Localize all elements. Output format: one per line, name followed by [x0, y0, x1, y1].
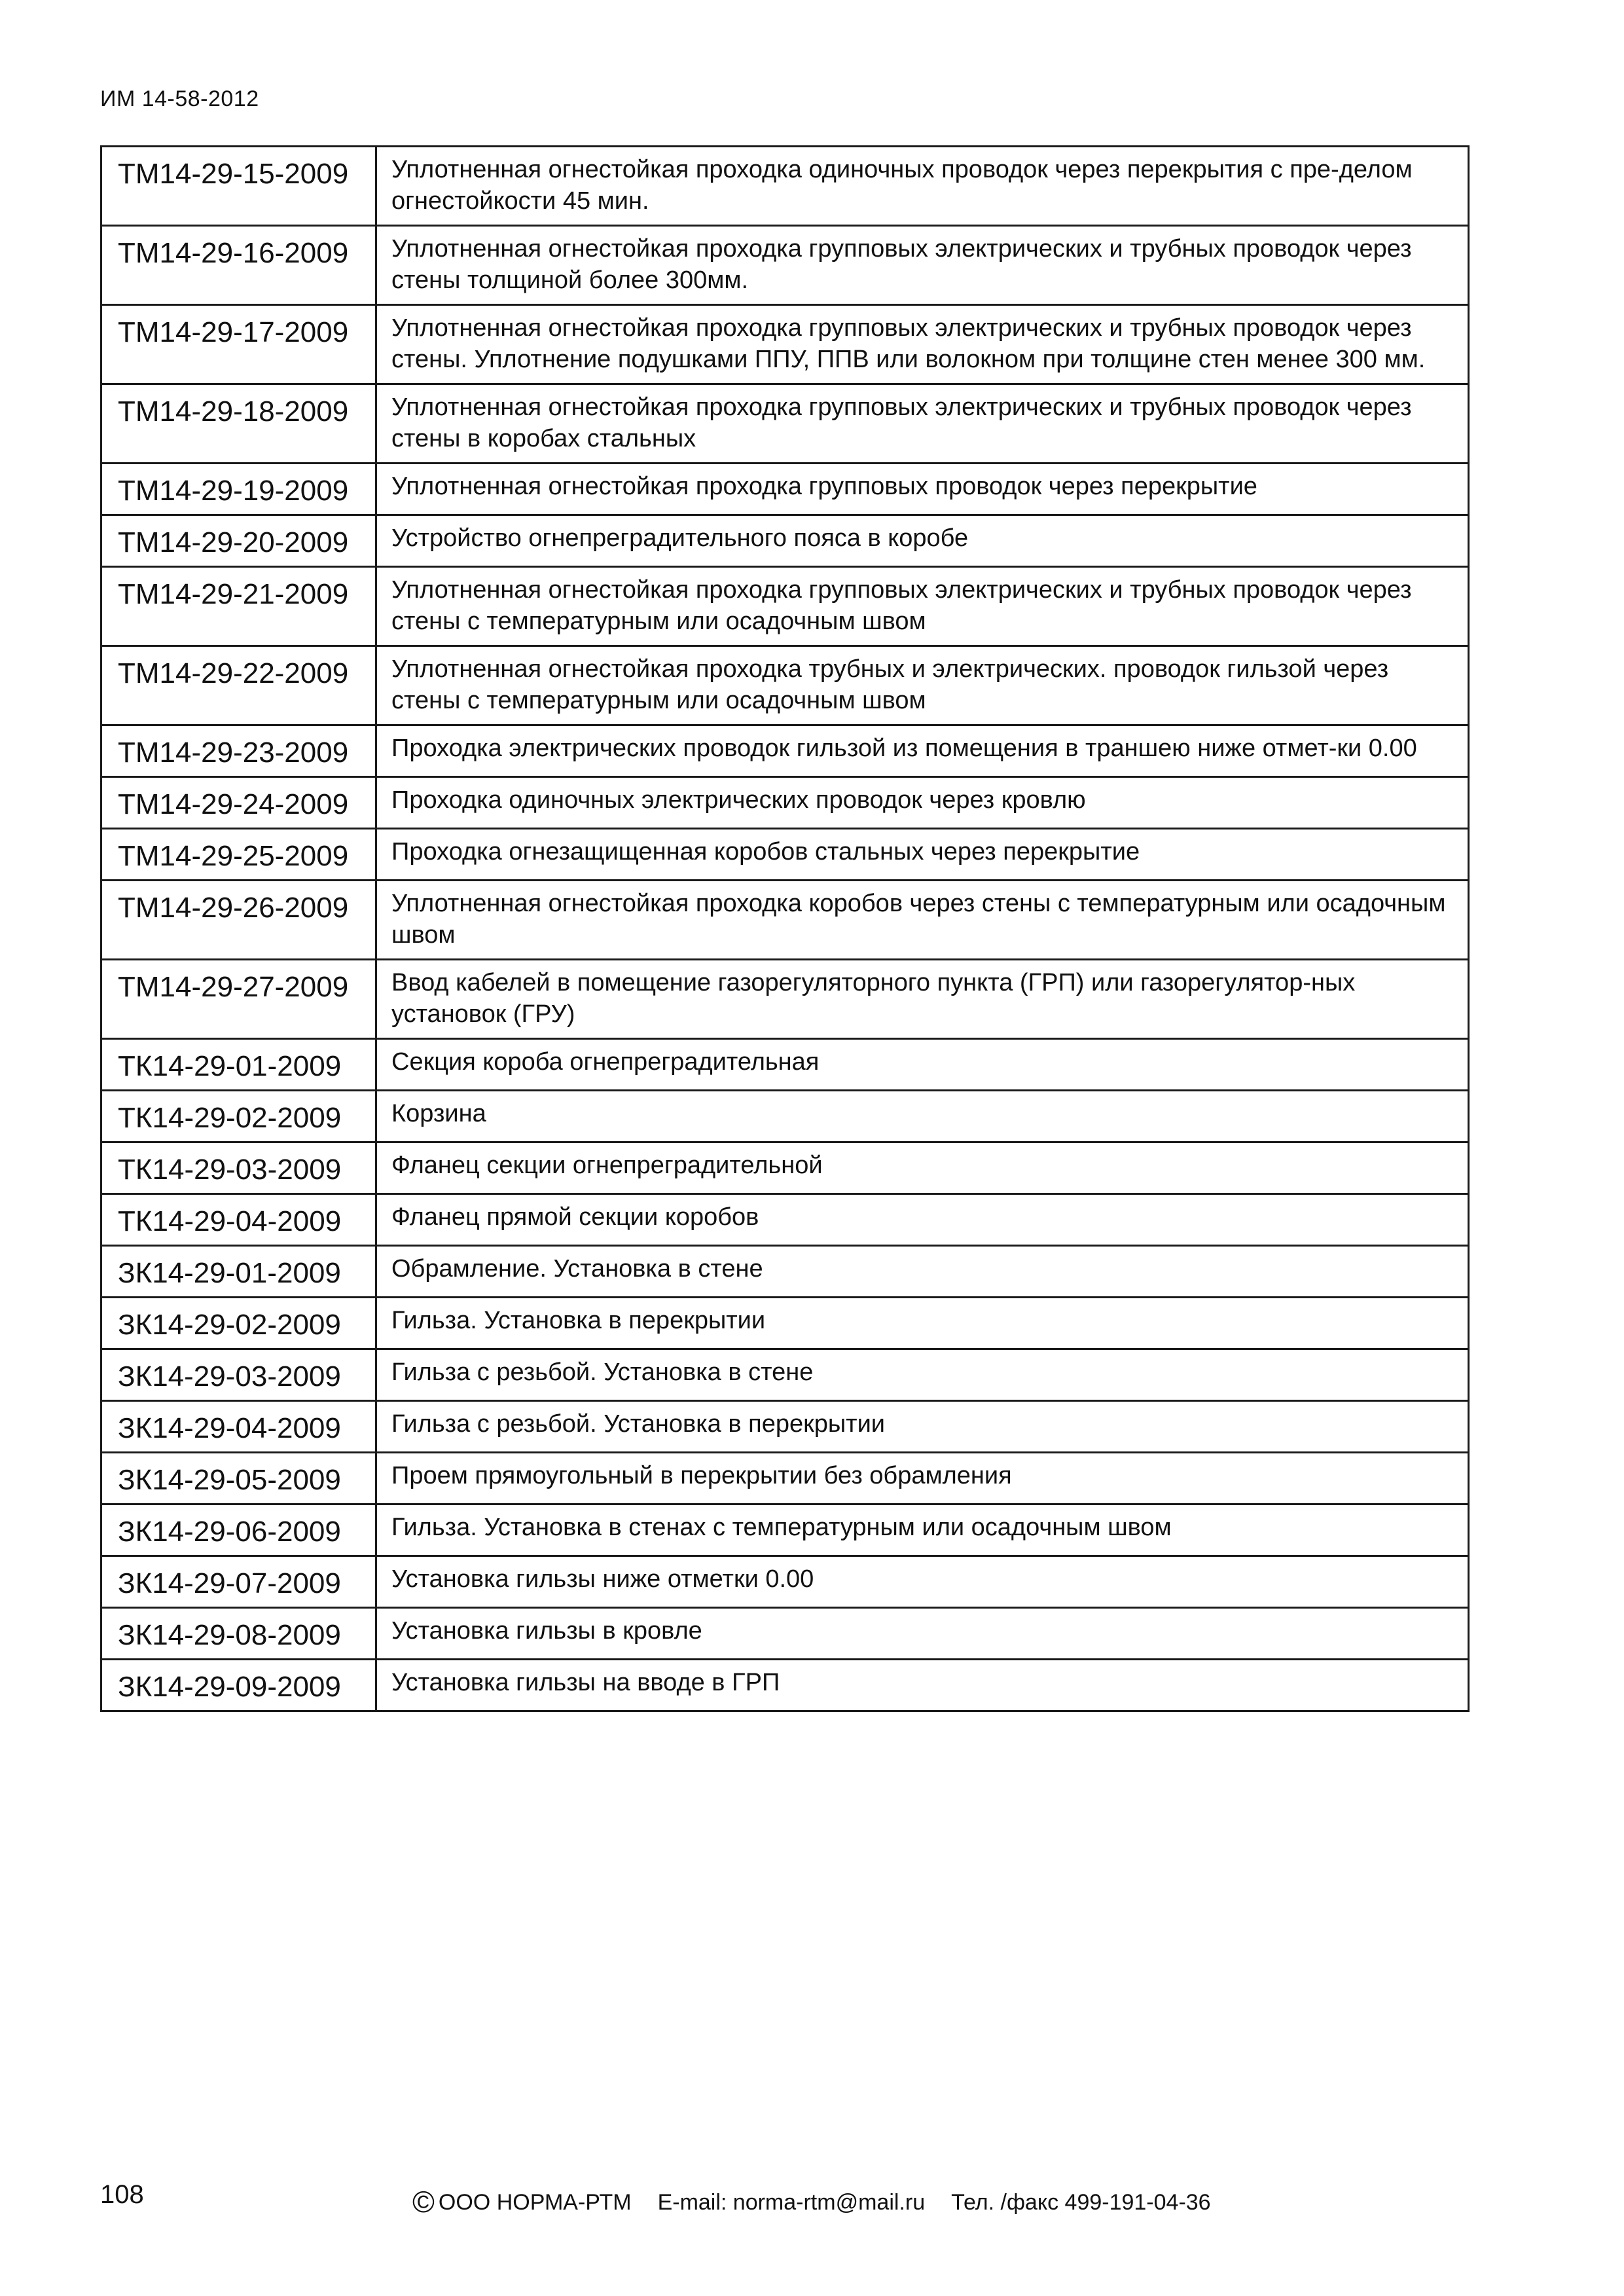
phone-text: Тел. /факс 499-191-04-36: [951, 2190, 1211, 2215]
document-code-cell: ТМ14-29-16-2009: [101, 226, 376, 305]
document-code-cell: ТМ14-29-25-2009: [101, 829, 376, 881]
document-code-cell: ЗК14-29-09-2009: [101, 1660, 376, 1711]
description-cell: Уплотненная огнестойкая проходка групповых электрических и трубных проводок через стены. Уплотнение подушками ППУ, ППВ или волокном при толщине стен менее 300 мм.: [376, 305, 1469, 384]
table-row: [101, 646, 1469, 725]
description-cell: Установка гильзы в кровле: [376, 1608, 1469, 1660]
table-row: [101, 1194, 1469, 1246]
table-row: [101, 567, 1469, 646]
document-code-cell: ТК14-29-03-2009: [101, 1142, 376, 1194]
document-code-cell: ЗК14-29-05-2009: [101, 1453, 376, 1504]
document-code-cell: ТК14-29-02-2009: [101, 1091, 376, 1142]
table-row: [101, 1660, 1469, 1711]
description-cell: Уплотненная огнестойкая проходка групповых электрических и трубных проводок через стены в коробах стальных: [376, 384, 1469, 464]
table-row: [101, 226, 1469, 305]
email-text: E-mail: norma-rtm@mail.ru: [657, 2190, 926, 2215]
document-code-cell: ЗК14-29-03-2009: [101, 1349, 376, 1401]
table-row: [101, 1453, 1469, 1504]
table-row: [101, 1401, 1469, 1453]
copyright-icon: ©: [412, 2185, 435, 2219]
document-code-cell: ТМ14-29-22-2009: [101, 646, 376, 725]
table-row: [101, 725, 1469, 777]
document-code-cell: ЗК14-29-07-2009: [101, 1556, 376, 1608]
table-row: [101, 1142, 1469, 1194]
document-code-cell: ТМ14-29-15-2009: [101, 147, 376, 226]
table-row: [101, 881, 1469, 960]
description-cell: Гильза. Установка в перекрытии: [376, 1298, 1469, 1349]
page-number: 108: [100, 2180, 144, 2209]
description-cell: Уплотненная огнестойкая проходка групповых проводок через перекрытие: [376, 464, 1469, 515]
description-cell: Уплотненная огнестойкая проходка коробов через стены с температурным или осадочным швом: [376, 881, 1469, 960]
table-row: [101, 464, 1469, 515]
description-cell: Уплотненная огнестойкая проходка одиночных проводок через перекрытия с пре-делом огнестойкости 45 мин.: [376, 147, 1469, 226]
table-body: [101, 147, 1469, 1711]
description-cell: Фланец прямой секции коробов: [376, 1194, 1469, 1246]
document-code-cell: ЗК14-29-08-2009: [101, 1608, 376, 1660]
table-row: [101, 1349, 1469, 1401]
document-code-cell: ТМ14-29-27-2009: [101, 960, 376, 1039]
document-code-cell: ТК14-29-01-2009: [101, 1039, 376, 1091]
footer-contacts: [412, 2184, 1211, 2219]
description-cell: Установка гильзы ниже отметки 0.00: [376, 1556, 1469, 1608]
document-code-cell: ЗК14-29-04-2009: [101, 1401, 376, 1453]
description-cell: Гильза с резьбой. Установка в стене: [376, 1349, 1469, 1401]
document-code-cell: ЗК14-29-06-2009: [101, 1504, 376, 1556]
table-row: [101, 1091, 1469, 1142]
description-cell: Фланец секции огнепреградительной: [376, 1142, 1469, 1194]
company-name: ООО НОРМА-РТМ: [438, 2190, 632, 2215]
description-cell: Проем прямоугольный в перекрытии без обрамления: [376, 1453, 1469, 1504]
document-code-cell: ТМ14-29-26-2009: [101, 881, 376, 960]
description-cell: Гильза. Установка в стенах с температурным или осадочным швом: [376, 1504, 1469, 1556]
table-row: [101, 1504, 1469, 1556]
table-row: [101, 960, 1469, 1039]
document-code-cell: ЗК14-29-02-2009: [101, 1298, 376, 1349]
specification-table-container: [100, 145, 1470, 1712]
table-row: [101, 1298, 1469, 1349]
description-cell: Проходка огнезащищенная коробов стальных через перекрытие: [376, 829, 1469, 881]
document-code-cell: ТМ14-29-21-2009: [101, 567, 376, 646]
description-cell: Уплотненная огнестойкая проходка групповых электрических и трубных проводок через стены с температурным или осадочным швом: [376, 567, 1469, 646]
description-cell: Уплотненная огнестойкая проходка групповых электрических и трубных проводок через стены толщиной более 300мм.: [376, 226, 1469, 305]
document-code-cell: ТМ14-29-17-2009: [101, 305, 376, 384]
table-row: [101, 1608, 1469, 1660]
description-cell: Секция короба огнепреградительная: [376, 1039, 1469, 1091]
table-row: [101, 1246, 1469, 1298]
table-row: [101, 1039, 1469, 1091]
description-cell: Проходка электрических проводок гильзой из помещения в траншею ниже отмет-ки 0.00: [376, 725, 1469, 777]
table-row: [101, 515, 1469, 567]
table-row: [101, 147, 1469, 226]
document-code-cell: ТМ14-29-23-2009: [101, 725, 376, 777]
document-code-cell: ТМ14-29-19-2009: [101, 464, 376, 515]
table-row: [101, 384, 1469, 464]
description-cell: Установка гильзы на вводе в ГРП: [376, 1660, 1469, 1711]
description-cell: Обрамление. Установка в стене: [376, 1246, 1469, 1298]
description-cell: Уплотненная огнестойкая проходка трубных и электрических. проводок гильзой через стены с температурным или осадочным швом: [376, 646, 1469, 725]
table-row: [101, 777, 1469, 829]
description-cell: Проходка одиночных электрических проводок через кровлю: [376, 777, 1469, 829]
document-code-cell: ЗК14-29-01-2009: [101, 1246, 376, 1298]
description-cell: Корзина: [376, 1091, 1469, 1142]
document-code-cell: ТМ14-29-24-2009: [101, 777, 376, 829]
document-code-cell: ТМ14-29-20-2009: [101, 515, 376, 567]
document-code-cell: ТМ14-29-18-2009: [101, 384, 376, 464]
document-code-cell: ТК14-29-04-2009: [101, 1194, 376, 1246]
document-code: ИМ 14-58-2012: [100, 86, 259, 111]
table-row: [101, 305, 1469, 384]
specification-table: [100, 145, 1470, 1712]
description-cell: Устройство огнепреградительного пояса в коробе: [376, 515, 1469, 567]
description-cell: Гильза с резьбой. Установка в перекрытии: [376, 1401, 1469, 1453]
description-cell: Ввод кабелей в помещение газорегуляторного пункта (ГРП) или газорегулятор-ных установок (ГРУ): [376, 960, 1469, 1039]
table-row: [101, 829, 1469, 881]
table-row: [101, 1556, 1469, 1608]
